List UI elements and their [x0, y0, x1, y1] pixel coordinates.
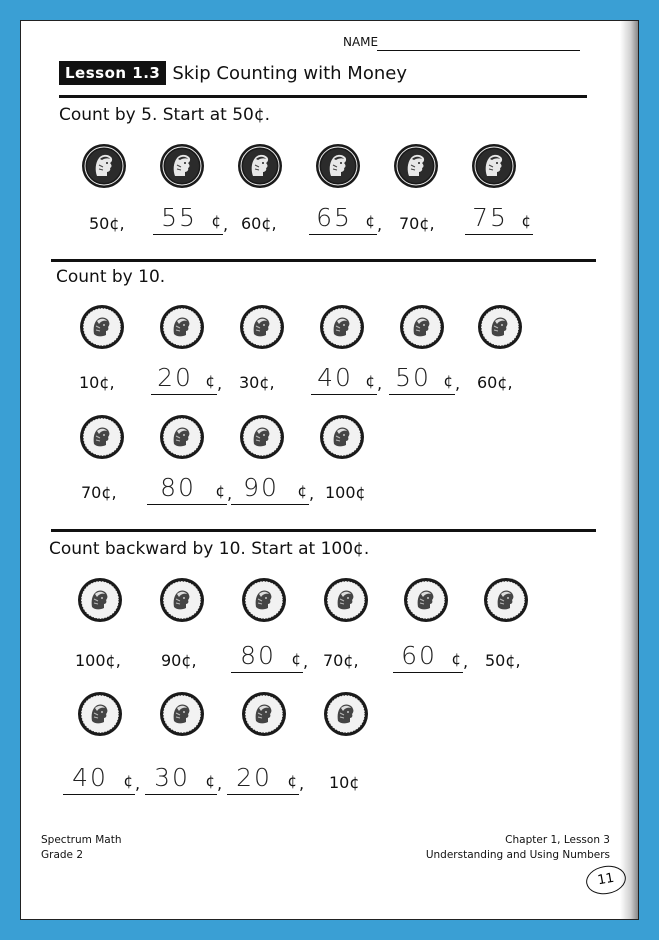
dime-icon — [323, 691, 369, 737]
handwritten-answer: 75 — [472, 203, 508, 232]
section2-value-2: 30¢, — [239, 373, 275, 392]
section1-blank-2[interactable] — [309, 201, 377, 235]
section3-value-1: 100¢, — [75, 651, 121, 670]
section2-value-1: 10¢, — [79, 373, 115, 392]
nickel-icon — [159, 143, 205, 189]
dime-icon — [323, 577, 369, 623]
section1-value-1: 50¢, — [89, 214, 125, 233]
section3-blank-3[interactable] — [63, 761, 135, 795]
section3-value-4: 50¢, — [485, 651, 521, 670]
dime-icon — [159, 304, 205, 350]
dime-icon — [319, 304, 365, 350]
nickel-icon — [393, 143, 439, 189]
dime-icon — [319, 414, 365, 460]
section1-value-2: 60¢, — [241, 214, 277, 233]
dime-icon — [159, 577, 205, 623]
name-label: NAME — [343, 35, 379, 49]
dime-icon — [77, 577, 123, 623]
lesson-title: Skip Counting with Money — [172, 62, 407, 84]
paper-edge-shadow — [620, 21, 638, 919]
dime-icon — [79, 414, 125, 460]
footer-left — [41, 833, 121, 863]
section1-blank-3[interactable] — [465, 201, 533, 235]
section3-value-3: 70¢, — [323, 651, 359, 670]
section1-blank-1[interactable] — [153, 201, 223, 235]
cent-symbol: ¢ — [521, 212, 531, 230]
cent-symbol: ¢ — [443, 372, 453, 390]
handwritten-answer: 30 — [154, 763, 190, 792]
dime-icon — [77, 691, 123, 737]
handwritten-answer: 60 — [401, 641, 437, 670]
section1-instruction: Count by 5. Start at 50¢. — [59, 105, 271, 125]
section3-blank-2[interactable] — [393, 639, 463, 673]
section3-blank-1[interactable] — [231, 639, 303, 673]
dime-icon — [239, 414, 285, 460]
section3-instruction: Count backward by 10. Start at 100¢. — [49, 539, 370, 559]
section2-blank-2[interactable] — [311, 361, 377, 395]
dime-icon — [239, 304, 285, 350]
dime-icon — [241, 577, 287, 623]
handwritten-answer: 40 — [72, 763, 108, 792]
header-rule — [59, 95, 587, 98]
cent-symbol: ¢ — [365, 372, 375, 390]
footer-chapter: Chapter 1, Lesson 3 — [505, 834, 610, 846]
nickel-icon — [237, 143, 283, 189]
handwritten-answer: 55 — [161, 203, 197, 232]
section2-value-4: 70¢, — [81, 483, 117, 502]
cent-symbol: ¢ — [205, 772, 215, 790]
handwritten-answer: 65 — [316, 203, 352, 232]
dime-icon — [399, 304, 445, 350]
footer-topic: Understanding and Using Numbers — [425, 849, 610, 861]
cent-symbol: ¢ — [211, 212, 221, 230]
handwritten-answer: 20 — [236, 763, 272, 792]
cent-symbol: ¢ — [287, 772, 297, 790]
handwritten-answer: 90 — [243, 473, 279, 502]
footer-publisher: Spectrum Math — [41, 834, 122, 846]
footer-grade: Grade 2 — [41, 849, 84, 861]
dime-icon — [159, 414, 205, 460]
cent-symbol: ¢ — [123, 772, 133, 790]
section2-blank-1[interactable] — [151, 361, 217, 395]
dime-icon — [241, 691, 287, 737]
handwritten-answer: 50 — [395, 363, 431, 392]
section3-value-2: 90¢, — [161, 651, 197, 670]
section2-instruction: Count by 10. — [56, 267, 166, 287]
lesson-header — [59, 61, 407, 85]
nickel-icon — [471, 143, 517, 189]
section2-blank-5[interactable] — [231, 471, 309, 505]
cent-symbol: ¢ — [291, 650, 301, 668]
lesson-badge: Lesson 1.3 — [59, 61, 166, 85]
page-number: 11 — [584, 863, 628, 898]
section2-value-3: 60¢, — [477, 373, 513, 392]
cent-symbol: ¢ — [365, 212, 375, 230]
section3-value-5: 10¢ — [329, 773, 360, 792]
handwritten-answer: 80 — [160, 473, 196, 502]
handwritten-answer: 80 — [240, 641, 276, 670]
footer-right — [426, 833, 610, 863]
section1-rule — [51, 259, 596, 262]
name-field-line[interactable] — [377, 50, 580, 51]
handwritten-answer: 20 — [157, 363, 193, 392]
dime-icon — [79, 304, 125, 350]
dime-icon — [477, 304, 523, 350]
nickel-icon — [81, 143, 127, 189]
nickel-icon — [315, 143, 361, 189]
handwritten-answer: 40 — [317, 363, 353, 392]
worksheet-page: NAME Lesson 1.3 Skip Counting with Money Count by 5. Start at 50¢. 50¢, 55 ¢ , 60¢, 65 ¢ , 70¢, 75 ¢ Count by 10. 10¢, 20 ¢ , 30¢, 40 ¢ , 50 ¢ , 60¢, 70¢, 80 ¢ , 90 ¢ , 100¢ Count backward by 10. Start at 100¢. 100¢, 90¢, 80 ¢ , 70¢, 60 ¢ , 50¢, 40 ¢ , 30 ¢ , 20 ¢ , 10¢ Spectrum Math Grade 2 Chapter 1, Lesson 3 Understanding and Using Numbers 11 — [20, 20, 639, 920]
dime-icon — [159, 691, 205, 737]
dime-icon — [403, 577, 449, 623]
section2-value-5: 100¢ — [325, 483, 366, 502]
section1-value-3: 70¢, — [399, 214, 435, 233]
section3-blank-4[interactable] — [145, 761, 217, 795]
cent-symbol: ¢ — [215, 482, 225, 500]
cent-symbol: ¢ — [451, 650, 461, 668]
section2-blank-4[interactable] — [147, 471, 227, 505]
dime-icon — [483, 577, 529, 623]
section2-blank-3[interactable] — [389, 361, 455, 395]
cent-symbol: ¢ — [297, 482, 307, 500]
section2-rule — [51, 529, 596, 532]
section3-blank-5[interactable] — [227, 761, 299, 795]
cent-symbol: ¢ — [205, 372, 215, 390]
